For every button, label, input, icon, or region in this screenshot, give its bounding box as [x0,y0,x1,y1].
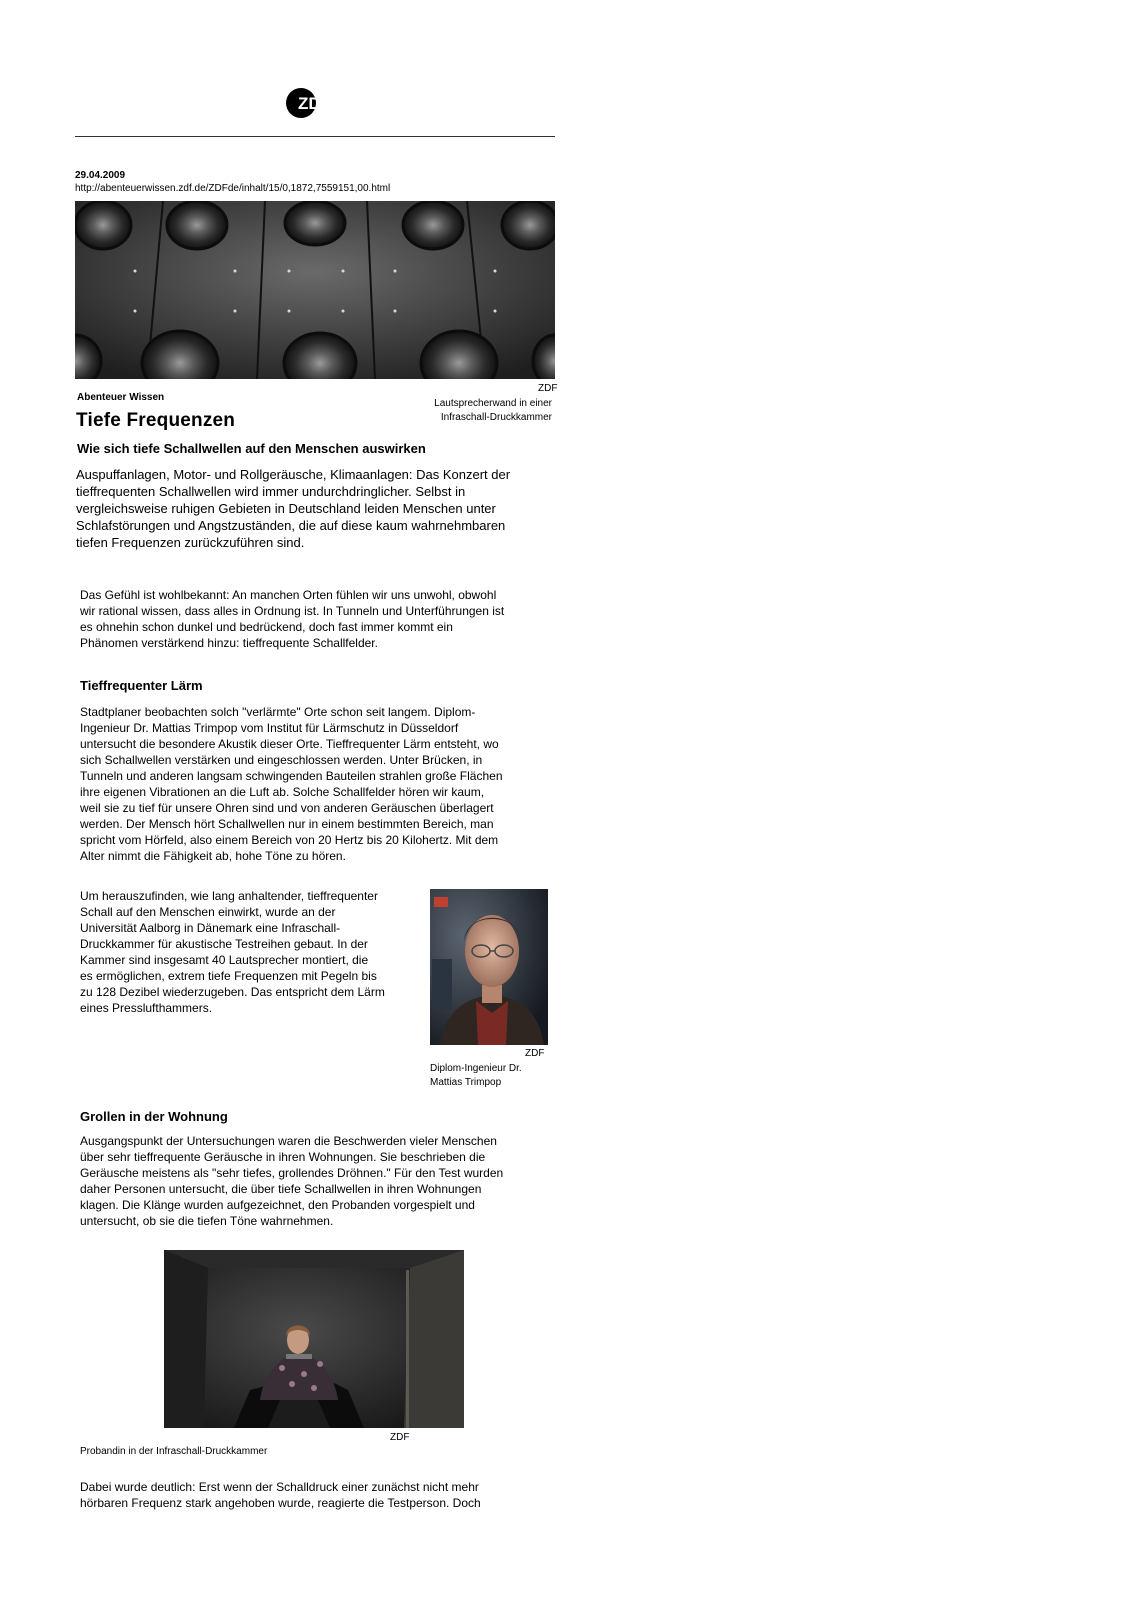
text-line: es ermöglichen, extrem tiefe Frequenzen mit Pegeln bis [80,969,377,983]
zdf-logo [285,86,341,120]
hero-credit: ZDF [538,383,558,394]
text-line: Um herauszufinden, wie lang anhaltender, tieffrequenter [80,889,378,903]
text-line: sich Schallwellen verstärken und eingeschlossen werden. Unter Brücken, in [80,753,483,767]
text-line: Alter nimmt die Fähigkeit ab, hohe Töne zu hören. [80,849,346,863]
text-line: klagen. Die Klänge wurden aufgezeichnet, den Probanden vorgespielt und [80,1198,475,1212]
portrait-caption-line: Mattias Trimpop [430,1077,502,1088]
text-line: zu 128 Dezibel wiederzugeben. Das entspricht dem Lärm [80,985,385,999]
text-line: untersucht die besondere Akustik dieser Orte. Tieffrequenter Lärm entsteht, wo [80,737,499,751]
paragraph-aalborg [80,888,420,1016]
text-line: es ohnehin schon dunkel und bedrückend, doch fast immer kommt ein [80,620,453,634]
text-line: Tunneln und anderen langsam schwingenden Bauteilen strahlen große Flächen [80,769,503,783]
text-line: Kammer sind insgesamt 40 Lautsprecher montiert, die [80,953,369,967]
text-line: weil sie zu tief für unsere Ohren sind und von anderen Geräuschen überlagert [80,801,494,815]
logo-lettering: ZDF [298,94,332,113]
text-line: Ingenieur Dr. Mattias Trimpop vom Institut für Lärmschutz in Düsseldorf [80,721,459,735]
lead-line: tiefen Frequenzen zurückzuführen sind. [76,535,305,550]
paragraph-intro [80,587,555,651]
hero-caption [404,397,552,425]
paragraph-stadtplaner [80,704,555,864]
portrait-caption-line: Diplom-Ingenieur Dr. [430,1063,522,1074]
hero-image-speaker-wall [75,201,555,379]
text-line: hörbaren Frequenz stark angehoben wurde, reagierte die Testperson. Doch [80,1496,481,1510]
hero-caption-line: Infraschall-Druckkammer [440,412,552,423]
article-kicker: Abenteuer Wissen [77,392,165,403]
article-title: Tiefe Frequenzen [76,410,236,431]
text-line: Stadtplaner beobachten solch "verlärmte" Orte schon seit langem. Diplom- [80,705,476,719]
text-line: werden. Der Mensch hört Schallwellen nur in einem bestimmten Bereich, man [80,817,494,831]
hero-caption-line: Lautsprecherwand in einer [434,398,552,409]
header-divider [75,136,555,137]
lead-line: tieffrequenten Schallwellen wird immer undurchdringlicher. Selbst in [76,484,466,499]
paragraph-dabei [80,1479,555,1511]
article-lead [76,466,551,551]
portrait-photo-trimpop [430,889,548,1045]
text-line: Dabei wurde deutlich: Erst wenn der Schalldruck einer zunächst nicht mehr [80,1480,479,1494]
photo-test-subject-chamber [164,1250,464,1428]
lead-line: Schlafstörungen und Angstzuständen, die auf diese kaum wahrnehmbaren [76,518,506,533]
section-heading-tieffrequenter-laerm: Tieffrequenter Lärm [80,678,203,693]
text-line: spricht vom Hörfeld, also einem Bereich von 20 Hertz bis 20 Kilohertz. Mit dem [80,833,499,847]
text-line: Geräusche meistens als "sehr tiefes, grollendes Dröhnen." Für den Test wurden [80,1166,504,1180]
text-line: Druckkammer für akustische Testreihen gebaut. In der [80,937,368,951]
text-line: Ausgangspunkt der Untersuchungen waren die Beschwerden vieler Menschen [80,1134,497,1148]
text-line: Phänomen verstärkend hinzu: tieffrequente Schallfelder. [80,636,378,650]
lead-line: Auspuffanlagen, Motor- und Rollgeräusche, Klimaanlagen: Das Konzert der [76,467,511,482]
text-line: Das Gefühl ist wohlbekannt: An manchen Orten fühlen wir uns unwohl, obwohl [80,588,497,602]
text-line: eines Presslufthammers. [80,1001,213,1015]
text-line: Schall auf den Menschen einwirkt, wurde an der [80,905,336,919]
portrait-caption [430,1062,522,1090]
text-line: Universität Aalborg in Dänemark eine Infraschall- [80,921,341,935]
photo2-caption: Probandin in der Infraschall-Druckkammer [80,1446,268,1457]
section-heading-grollen: Grollen in der Wohnung [80,1109,228,1124]
photo2-credit: ZDF [390,1432,410,1443]
portrait-credit: ZDF [525,1048,545,1059]
paragraph-ausgangspunkt [80,1133,555,1229]
article-subtitle: Wie sich tiefe Schallwellen auf den Menschen auswirken [77,441,426,456]
text-line: daher Personen untersucht, die über tiefe Schallwellen in ihren Wohnungen [80,1182,482,1196]
lead-line: vergleichsweise ruhigen Gebieten in Deutschland leiden Menschen unter [76,501,496,516]
article-date: 29.04.2009 [75,170,126,181]
text-line: wir rational wissen, dass alles in Ordnung ist. In Tunneln und Unterführungen ist [80,604,505,618]
text-line: ihre eigenen Vibrationen an die Luft ab. Solche Schallfelder hören wir kaum, [80,785,485,799]
text-line: untersucht, ob sie die tiefen Töne wahrnehmen. [80,1214,334,1228]
text-line: über sehr tieffrequente Geräusche in ihren Wohnungen. Sie beschrieben die [80,1150,486,1164]
article-url[interactable]: http://abenteuerwissen.zdf.de/ZDFde/inhalt/15/0,1872,7559151,00.html [75,183,391,194]
